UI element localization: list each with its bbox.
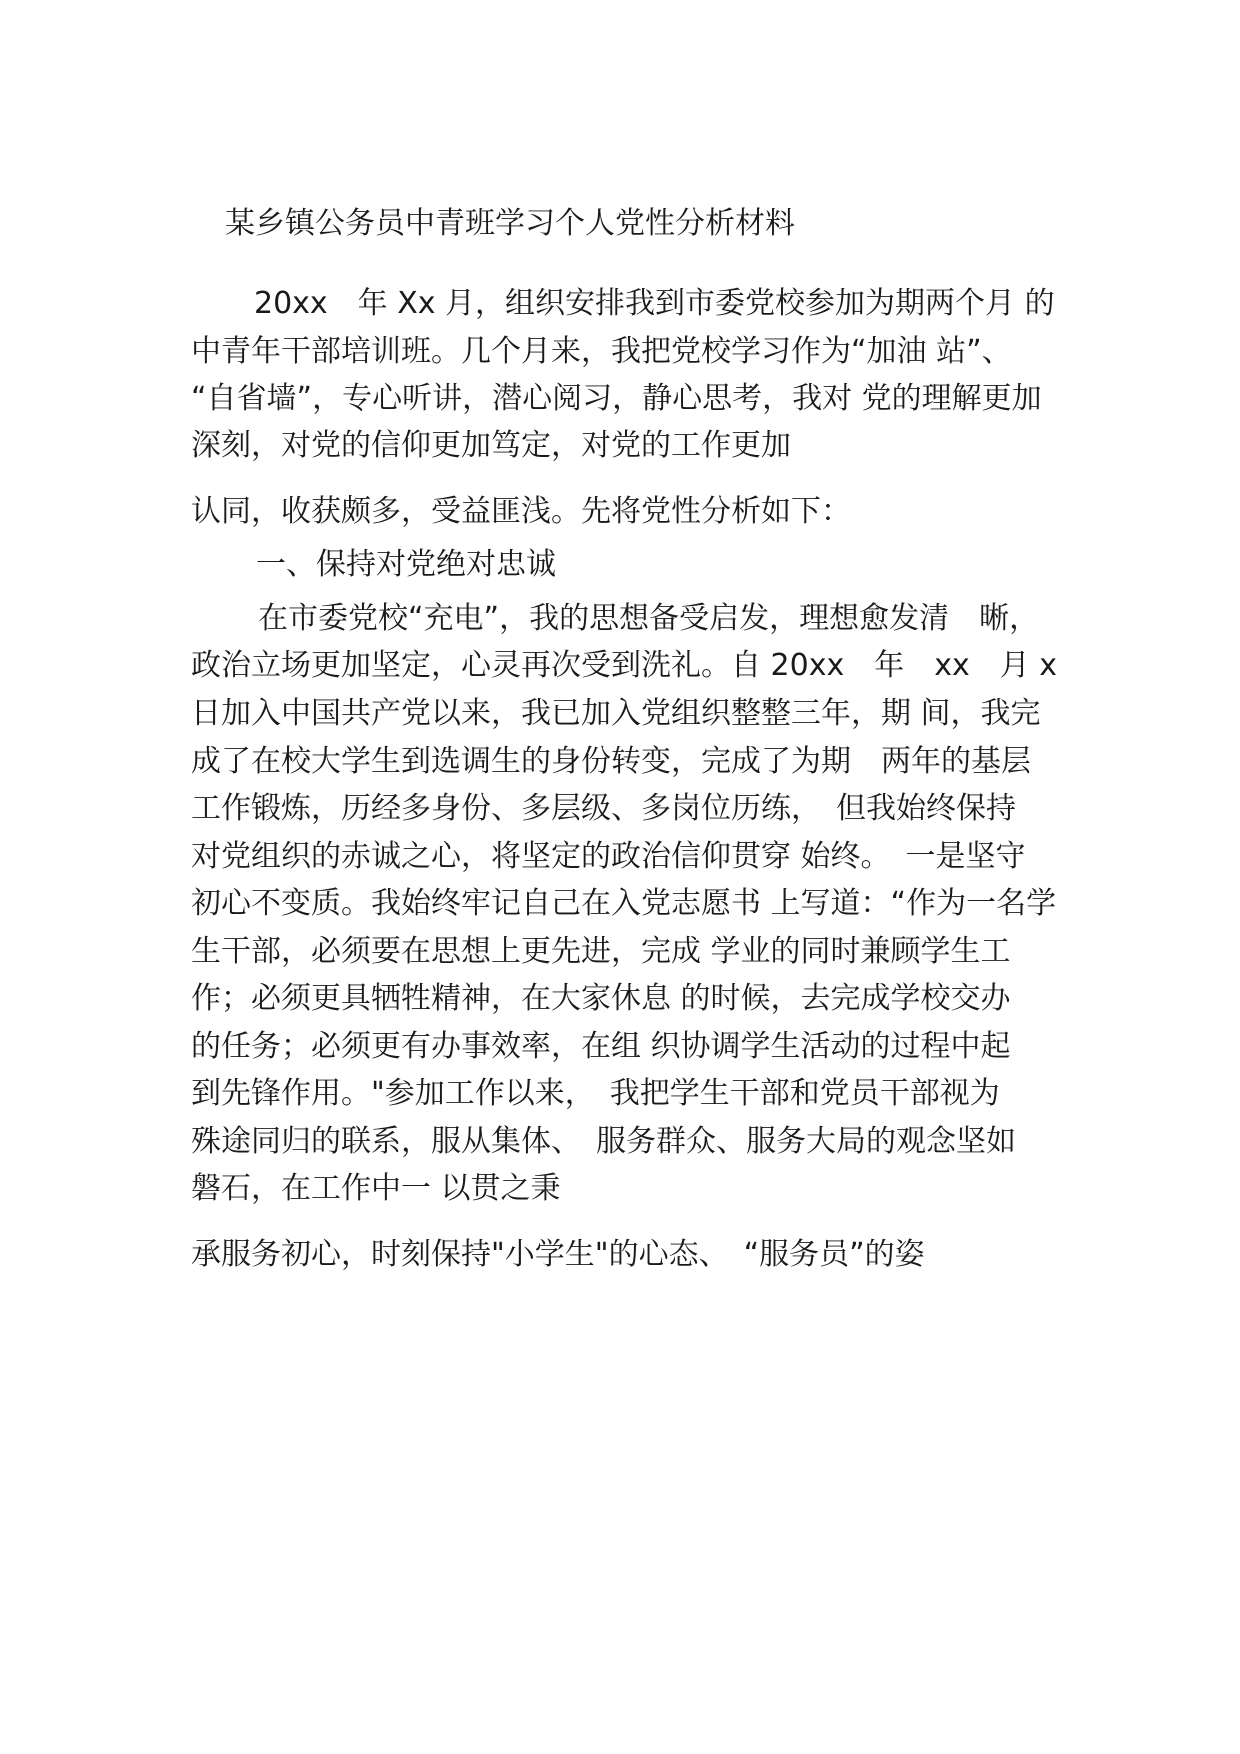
paragraph-line: 认同，收获颇多，受益匪浅。先将党性分析如下： [191,494,851,529]
paragraph-line: 初心不变质。我始终牢记自己在入党志愿书 上写道：“作为一名学 [191,886,1057,921]
document-title: 某乡镇公务员中青班学习个人党性分析材料 [225,206,795,241]
paragraph-line: 在市委党校“充电”，我的思想备受启发，理想愈发清 晰， [258,601,1040,636]
paragraph-line: 磐石，在工作中一 以贯之秉 [191,1171,561,1206]
paragraph-line: “自省墙”，专心听讲，潜心阅习，静心思考，我对 党的理解更加 [191,381,1042,416]
paragraph-line: 殊途同归的联系，服从集体、 服务群众、服务大局的观念坚如 [191,1124,1016,1159]
paragraph-line: 对党组织的赤诚之心，将坚定的政治信仰贯穿 始终。 一是坚守 [191,839,1026,874]
paragraph-line: 深刻，对党的信仰更加笃定，对党的工作更加 [191,428,791,463]
paragraph-line: 日加入中国共产党以来，我已加入党组织整整三年，期 间，我完 [191,696,1041,731]
paragraph-line: 政治立场更加坚定，心灵再次受到洗礼。自 20xx 年 xx 月 x [191,648,1058,683]
paragraph-line: 20xx 年 Xx 月，组织安排我到市委党校参加为期两个月 的 [254,286,1055,321]
paragraph-line: 到先锋作用。"参加工作以来， 我把学生干部和党员干部视为 [191,1076,1000,1111]
paragraph-line: 作；必须更具牺牲精神，在大家休息 的时候，去完成学校交办 [191,981,1011,1016]
paragraph-line: 中青年干部培训班。几个月来，我把党校学习作为“加油 站”、 [191,334,1012,369]
paragraph-line: 的任务；必须更有办事效率，在组 织协调学生活动的过程中起 [191,1029,1011,1064]
paragraph-line: 生干部，必须要在思想上更先进，完成 学业的同时兼顾学生工 [191,934,1011,969]
paragraph-line: 承服务初心，时刻保持"小学生"的心态、 “服务员”的姿 [191,1237,925,1272]
section-heading: 一、保持对党绝对忠诚 [256,547,556,582]
paragraph-line: 工作锻炼，历经多身份、多层级、多岗位历练， 但我始终保持 [191,791,1016,826]
paragraph-line: 成了在校大学生到选调生的身份转变，完成了为期 两年的基层 [191,744,1031,779]
